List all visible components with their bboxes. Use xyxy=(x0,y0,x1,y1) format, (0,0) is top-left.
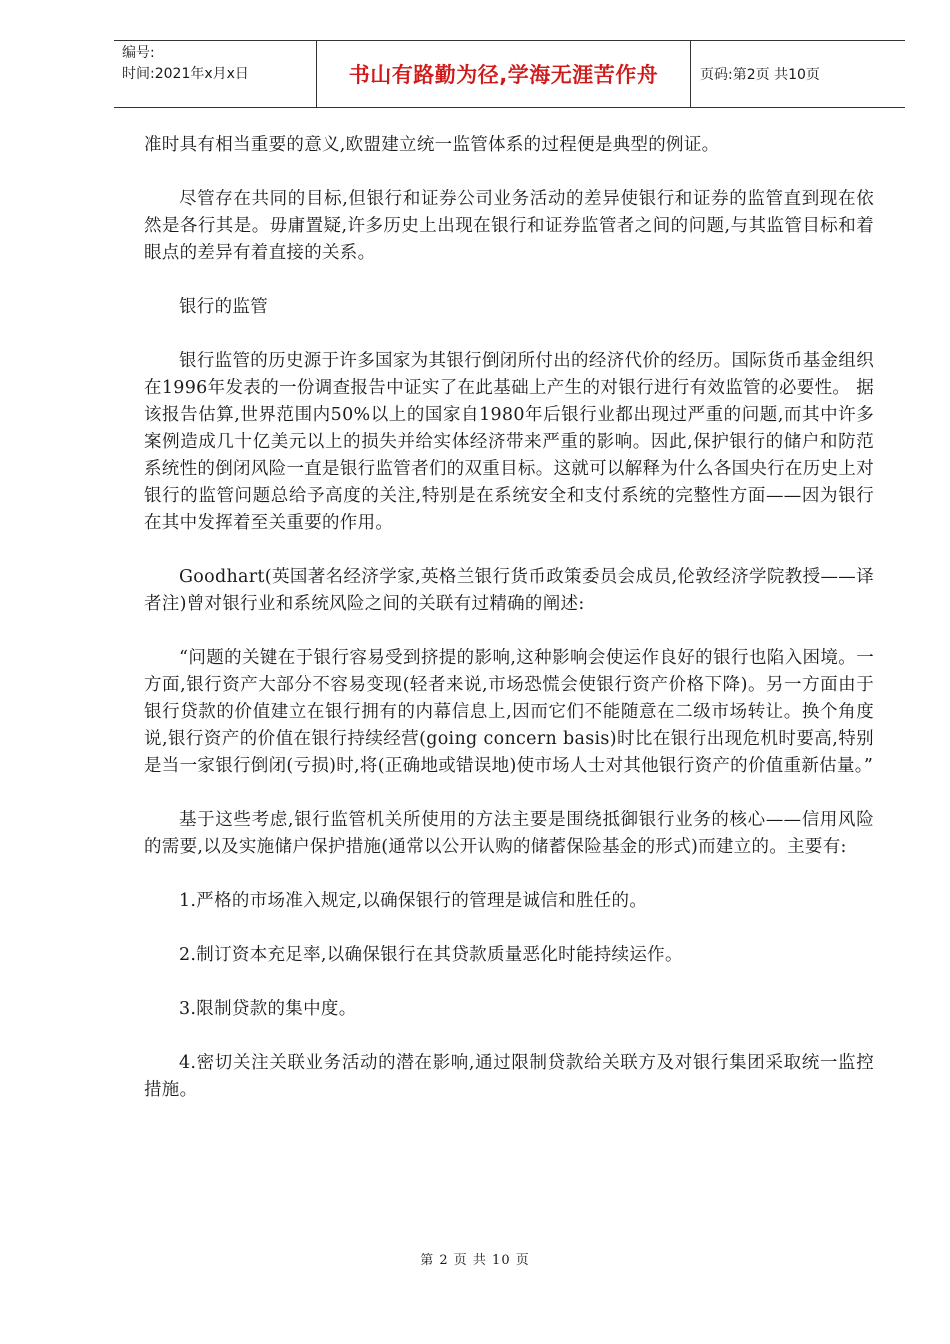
document-body xyxy=(144,132,874,1131)
list-item: 3.限制贷款的集中度。 xyxy=(179,999,357,1019)
page-header xyxy=(114,40,905,108)
list-item: 1.严格的市场准入规定,以确保银行的管理是诚信和胜任的。 xyxy=(179,891,648,911)
list-item: 4.密切关注关联业务活动的潜在影响,通过限制贷款给关联方及对银行集团采取统一监控措施。 xyxy=(144,1053,874,1100)
header-time-label: 时间:2021年x月x日 xyxy=(122,66,249,82)
list-item: 2.制订资本充足率,以确保银行在其贷款质量恶化时能持续运作。 xyxy=(179,945,683,965)
quote-paragraph: “问题的关键在于银行容易受到挤提的影响,这种影响会使运作良好的银行也陷入困境。一方面,银行资产大部分不容易变现(轻者来说,市场恐慌会使银行资产价格下降)。另一方面由于银行贷款的价值建立在银行拥有的内幕信息上,因而它们不能随意在二级市场转让。换个角度说,银行资产的价值在银行持续经营(going concern basis)时比在银行出现危机时要高,特别是当一家银行倒闭(亏损)时,将(正确地或错误地)使市场人士对其他银行资产的价值重新估量。” xyxy=(144,648,874,776)
header-page-label: 页码:第2页 共10页 xyxy=(700,67,820,83)
header-number-label: 编号: xyxy=(122,45,155,61)
header-meta xyxy=(122,43,249,85)
paragraph: Goodhart(英国著名经济学家,英格兰银行货币政策委员会成员,伦敦经济学院教授——译者注)曾对银行业和系统风险之间的关联有过精确的阐述: xyxy=(144,567,874,614)
paragraph: 银行监管的历史源于许多国家为其银行倒闭所付出的经济代价的经历。国际货币基金组织在1996年发表的一份调查报告中证实了在此基础上产生的对银行进行有效监管的必要性。 据该报告估算,世界范围内50%以上的国家自1980年后银行业都出现过严重的问题,而其中许多案例造成几十亿美元以上的损失并给实体经济带来严重的影响。因此,保护银行的储户和防范系统性的倒闭风险一直是银行监管者们的双重目标。这就可以解释为什么各国央行在历史上对银行的监管问题总给予高度的关注,特别是在系统安全和支付系统的完整性方面——因为银行在其中发挥着至关重要的作用。 xyxy=(144,351,874,533)
paragraph: 基于这些考虑,银行监管机关所使用的方法主要是围绕抵御银行业务的核心——信用风险的需要,以及实施储户保护措施(通常以公开认购的储蓄保险基金的形式)而建立的。主要有: xyxy=(144,810,874,857)
header-motto: 书山有路勤为径,学海无涯苦作舟 xyxy=(316,41,691,107)
page-footer: 第 2 页 共 10 页 xyxy=(420,1253,530,1268)
section-heading: 银行的监管 xyxy=(179,297,268,317)
paragraph-continuation: 准时具有相当重要的意义,欧盟建立统一监管体系的过程便是典型的例证。 xyxy=(144,135,720,155)
paragraph: 尽管存在共同的目标,但银行和证券公司业务活动的差异使银行和证券的监管直到现在依然是各行其是。毋庸置疑,许多历史上出现在银行和证券监管者之间的问题,与其监管目标和着眼点的差异有着直接的关系。 xyxy=(144,189,874,263)
